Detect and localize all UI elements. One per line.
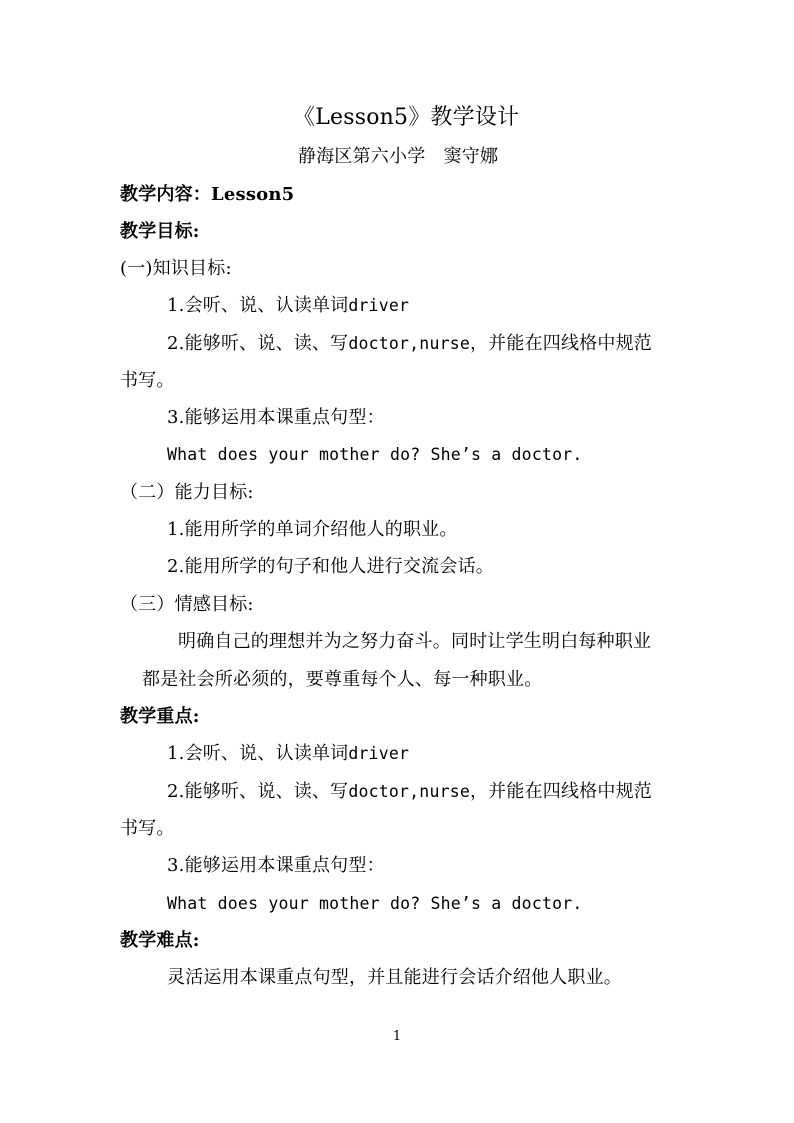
key-point-item-1 [167,742,409,766]
goals-heading: 教学目标: [120,221,200,242]
knowledge-item-3: 3.能够运用本课重点句型： [167,407,385,428]
key-point-item-2-suffix: ，并能在四线格中规范 [469,781,652,802]
ability-heading: （二）能力目标: [120,482,254,503]
knowledge-item-2-suffix: ，并能在四线格中规范 [469,333,652,354]
ability-item-1: 1.能用所学的单词介绍他人的职业。 [167,519,458,540]
key-point-item-1-text: 1.会听、说、认读单词 [167,743,349,764]
key-points-heading: 教学重点: [120,706,200,727]
emotion-line-1: 明确自己的理想并为之努力奋斗。同时让学生明白每种职业 [178,631,652,652]
document-title: 《Lesson5》教学设计 [293,105,520,130]
knowledge-item-2 [167,332,652,356]
key-point-sentence: What does your mother do? She’s a doctor. [167,894,583,913]
page-number: 1 [392,1029,402,1044]
knowledge-item-2-wrap: 书写。 [120,370,175,391]
key-point-item-2-text: 2.能够听、说、读、写 [167,781,349,802]
key-point-item-2-words: doctor,nurse [348,782,470,801]
knowledge-item-2-text: 2.能够听、说、读、写 [167,333,349,354]
ability-item-2: 2.能用所学的句子和他人进行交流会话。 [167,556,494,577]
emotion-line-2: 都是社会所必须的，要尊重每个人、每一种职业。 [142,669,543,690]
key-point-item-2-wrap: 书写。 [120,818,175,839]
teaching-content [120,183,294,207]
author-line: 静海区第六小学 窦守娜 [298,146,499,167]
key-point-item-1-word: driver [348,744,410,763]
knowledge-item-1-word: driver [348,296,410,315]
knowledge-item-1 [167,294,409,318]
emotion-heading: （三）情感目标: [120,594,254,615]
knowledge-heading: (一)知识目标: [120,258,232,279]
knowledge-item-1-text: 1.会听、说、认读单词 [167,295,349,316]
teaching-content-value: Lesson5 [211,184,295,205]
difficulties-heading: 教学难点: [120,930,200,951]
knowledge-sentence: What does your mother do? She’s a doctor. [167,445,583,464]
key-point-item-2 [167,780,652,804]
teaching-content-label: 教学内容： [120,184,211,205]
difficulties-text: 灵活运用本课重点句型，并且能进行会话介绍他人职业。 [167,967,622,988]
key-point-item-3: 3.能够运用本课重点句型： [167,855,385,876]
knowledge-item-2-words: doctor,nurse [348,334,470,353]
